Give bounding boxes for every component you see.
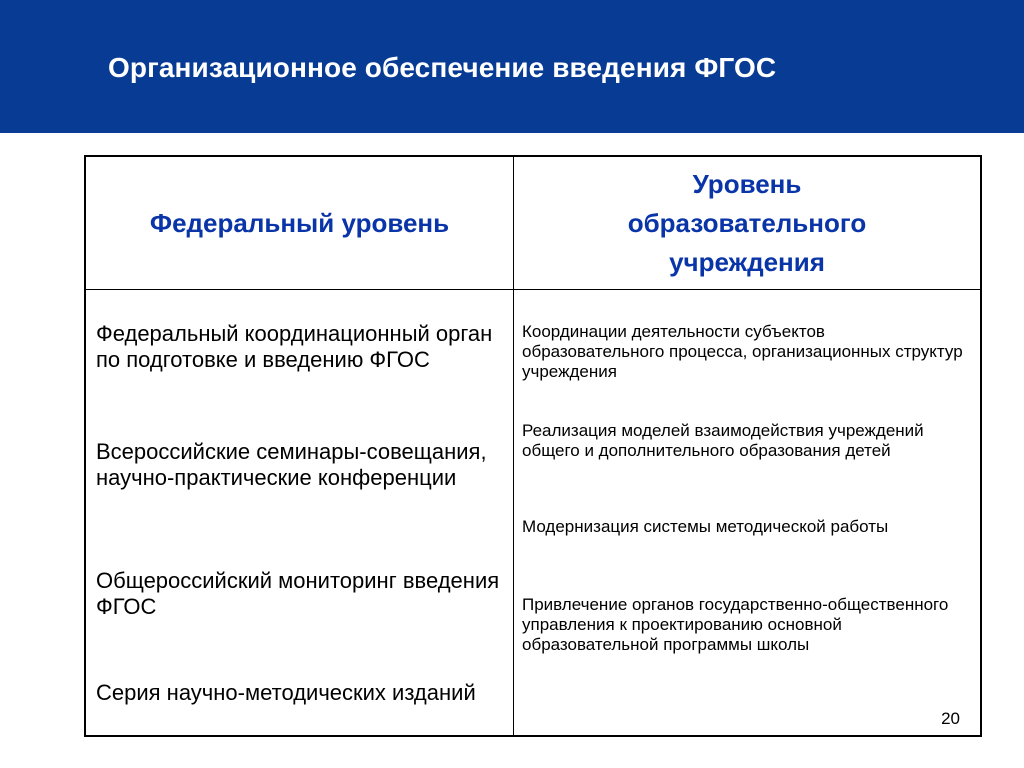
header-institution-level-text: Уровень образовательного учреждения [627,168,867,277]
slide-title: Организационное обеспечение введения ФГОС [108,52,777,83]
comparison-table [84,155,982,737]
header-institution-level [514,157,980,289]
federal-item-seminars: Всероссийские семинары-совещания, научно-практические конференции [96,439,487,490]
institution-item-methodical-modernization: Модернизация системы методической работы [522,517,889,536]
institution-item-public-management: Привлечение органов государственно-общественного управления к проектированию основной образовательной программы школы [522,595,949,654]
institution-item-interaction-models: Реализация моделей взаимодействия учреждений общего и дополнительного образования детей [522,421,924,460]
federal-item-monitoring: Общероссийский мониторинг введения ФГОС [96,568,500,619]
header-federal-level-text: Федеральный уровень [149,207,450,238]
page-number: 20 [941,709,960,728]
table-header-divider [86,289,980,290]
header-federal-level [86,157,513,289]
federal-item-publications: Серия научно-методических изданий [96,680,476,705]
institution-item-coordination: Координации деятельности субъектов образовательного процесса, организационных структур учреждения [522,322,963,381]
federal-item-coordination-body: Федеральный координационный орган по подготовке и введению ФГОС [96,321,493,372]
